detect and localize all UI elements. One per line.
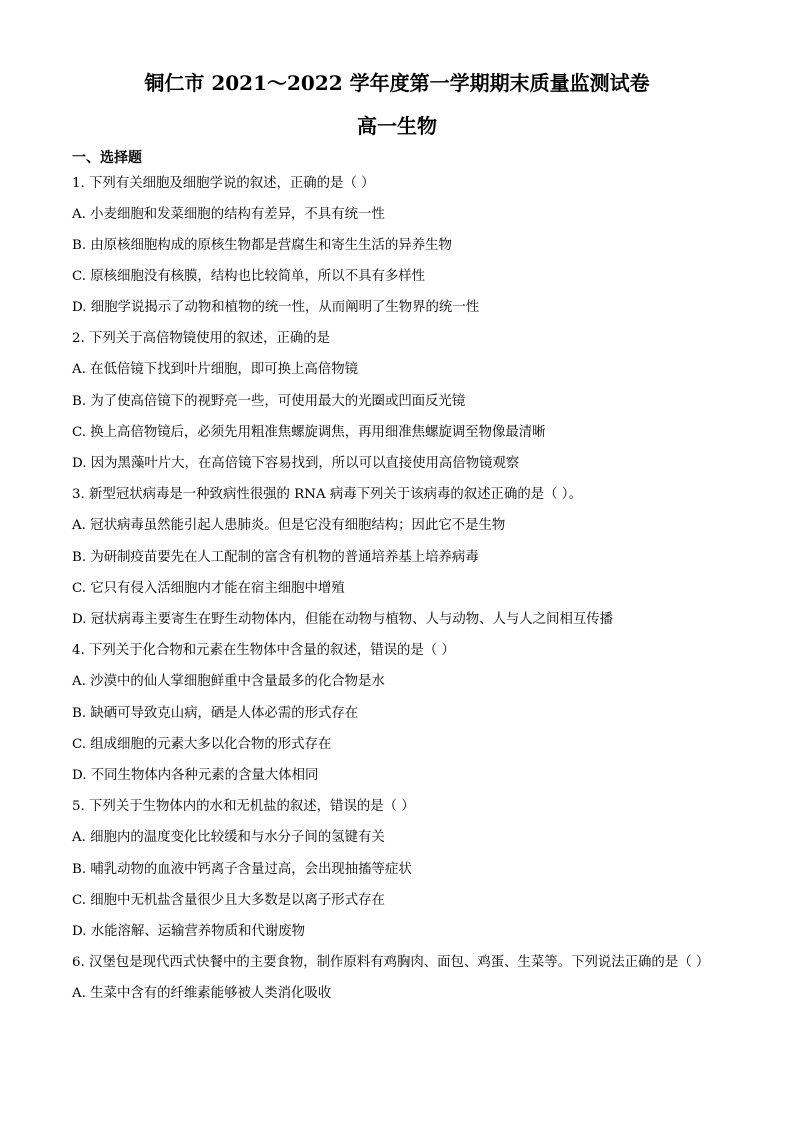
question-option: B. 哺乳动物的血液中钙离子含量过高，会出现抽搐等症状 [72, 862, 412, 877]
question-option: D. 水能溶解、运输营养物质和代谢废物 [72, 924, 306, 939]
question-option: A. 在低倍镜下找到叶片细胞，即可换上高倍物镜 [72, 362, 358, 377]
question-stem: 1. 下列有关细胞及细胞学说的叙述，正确的是（ ） [72, 176, 375, 191]
question-option: D. 冠状病毒主要寄生在野生动物体内，但能在动物与植物、人与动物、人与人之间相互传播 [72, 612, 614, 627]
question-option: A. 生菜中含有的纤维素能够被人类消化吸收 [72, 986, 332, 1001]
exam-title: 铜仁市 2021～2022 学年度第一学期期末质量监测试卷 [144, 71, 650, 95]
question-option: B. 缺硒可导致克山病，硒是人体必需的形式存在 [72, 706, 359, 721]
subject-title: 高一生物 [357, 114, 437, 138]
question-option: B. 为了使高倍镜下的视野亮一些，可使用最大的光圈或凹面反光镜 [72, 394, 466, 409]
question-stem: 2. 下列关于高倍物镜使用的叙述，正确的是 [72, 331, 331, 346]
question-option: A. 小麦细胞和发菜细胞的结构有差异，不具有统一性 [72, 207, 385, 222]
question-option: A. 细胞内的温度变化比较缓和与水分子间的氢键有关 [72, 830, 385, 845]
question-option: B. 由原核细胞构成的原核生物都是营腐生和寄生生活的异养生物 [72, 238, 452, 253]
question-option: C. 换上高倍物镜后，必须先用粗准焦螺旋调焦，再用细准焦螺旋调至物像最清晰 [72, 425, 546, 440]
question-option: D. 因为黑藻叶片大，在高倍镜下容易找到，所以可以直接使用高倍物镜观察 [72, 456, 520, 471]
question-option: D. 不同生物体内各种元素的含量大体相同 [72, 768, 319, 783]
question-option: C. 原核细胞没有核膜，结构也比较简单，所以不具有多样性 [72, 269, 426, 284]
question-option: A. 沙漠中的仙人掌细胞鲜重中含量最多的化合物是水 [72, 674, 385, 689]
question-stem: 4. 下列关于化合物和元素在生物体中含量的叙述，错误的是（ ） [72, 643, 455, 658]
question-option: C. 组成细胞的元素大多以化合物的形式存在 [72, 737, 332, 752]
question-option: A. 冠状病毒虽然能引起人患肺炎。但是它没有细胞结构；因此它不是生物 [72, 518, 506, 533]
question-stem: 5. 下列关于生物体内的水和无机盐的叙述，错误的是（ ） [72, 799, 415, 814]
question-option: C. 它只有侵入活细胞内才能在宿主细胞中增殖 [72, 581, 345, 596]
question-option: B. 为研制疫苗要先在人工配制的富含有机物的普通培养基上培养病毒 [72, 550, 479, 565]
question-option: C. 细胞中无机盐含量很少且大多数是以离子形式存在 [72, 893, 385, 908]
question-stem: 6. 汉堡包是现代西式快餐中的主要食物，制作原料有鸡胸肉、面包、鸡蛋、生菜等。下列说法正确的是（ ） [72, 955, 710, 970]
section-title: 一、选择题 [72, 150, 142, 166]
question-stem: 3. 新型冠状病毒是一种致病性很强的 RNA 病毒下列关于该病毒的叙述正确的是（ ）。 [72, 487, 582, 502]
question-option: D. 细胞学说揭示了动物和植物的统一性，从而阐明了生物界的统一性 [72, 300, 480, 315]
